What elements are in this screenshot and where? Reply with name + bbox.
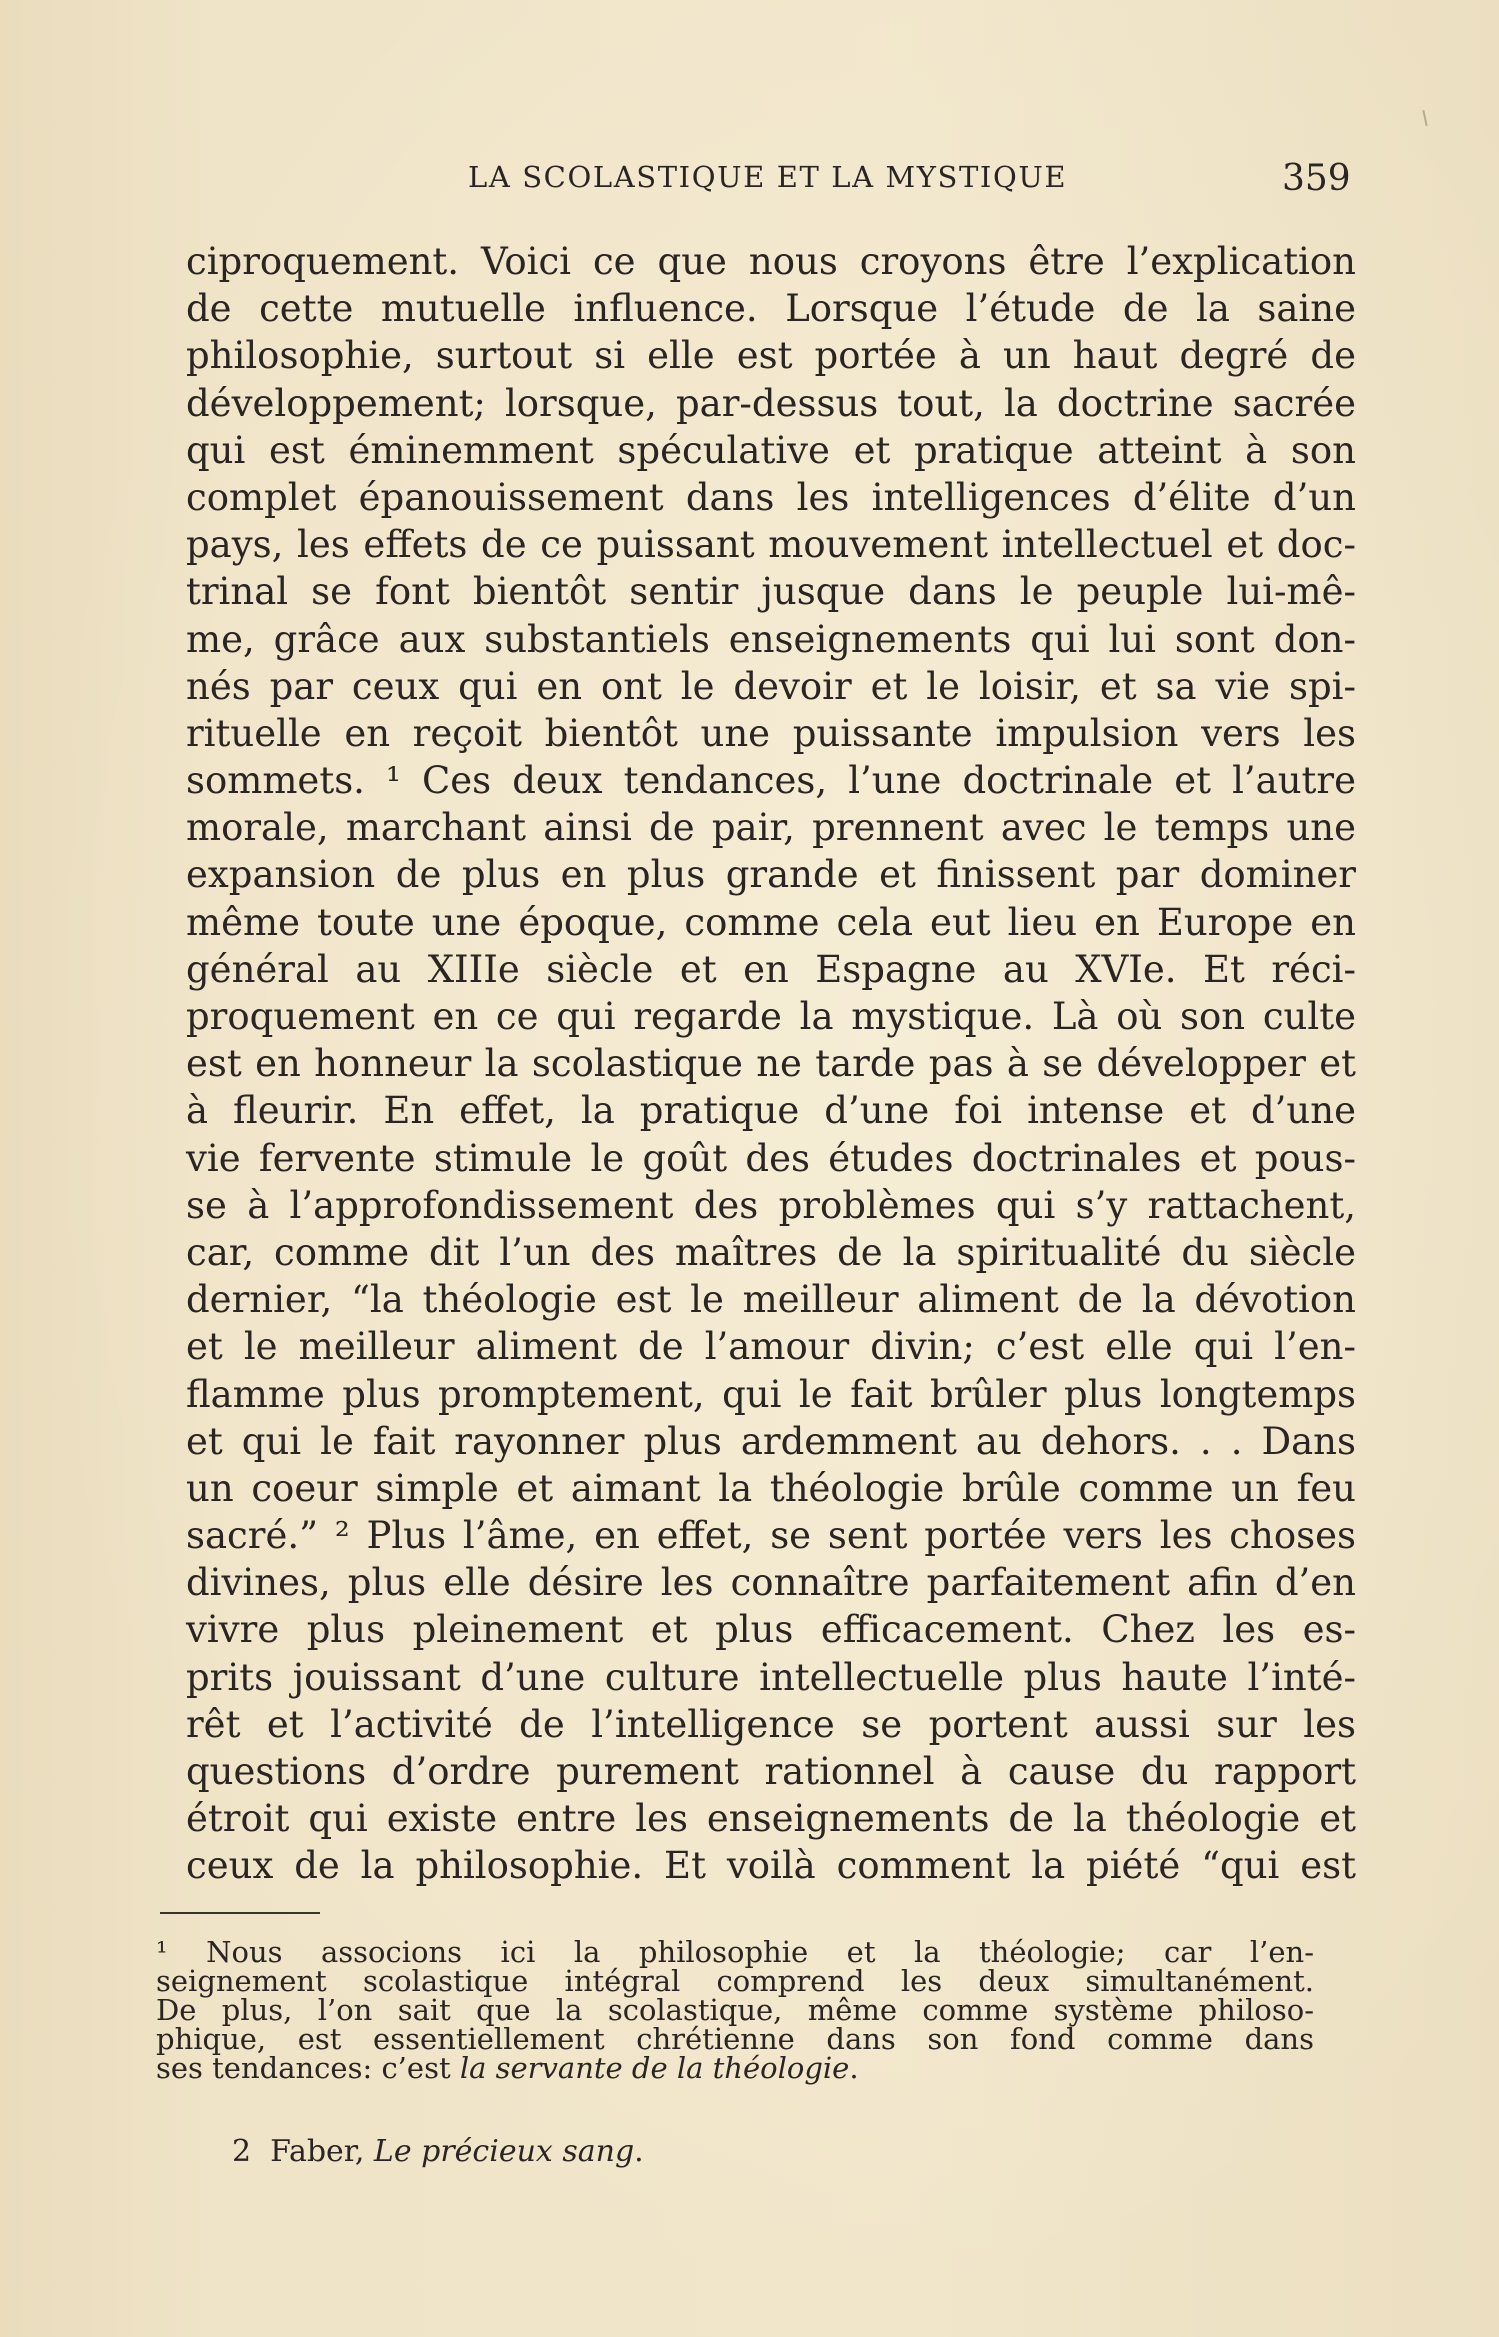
text-line: sacré.” ² Plus l’âme, en effet, se sent portée vers les choses xyxy=(186,1514,1356,1558)
text-line: qui est éminemment spéculative et pratique atteint à son xyxy=(186,428,1356,472)
text-line: pays, les effets de ce puissant mouvement intellectuel et doc- xyxy=(186,523,1356,567)
footnote-author: Faber, xyxy=(270,2134,374,2169)
text-line: divines, plus elle désire les connaître parfaitement afin d’en xyxy=(186,1561,1356,1605)
text-line: trinal se font bientôt sentir jusque dans le peuple lui-mê- xyxy=(186,570,1356,614)
text-line: même toute une époque, comme cela eut lieu en Europe en xyxy=(186,900,1356,944)
text-line: questions d’ordre purement rationnel à cause du rapport xyxy=(186,1750,1356,1793)
text-line: me, grâce aux substantiels enseignements qui lui sont don- xyxy=(186,617,1356,661)
text-line: nés par ceux qui en ont le devoir et le loisir, et sa vie spi- xyxy=(186,664,1356,708)
footnote-line: seignement scolastique intégral comprend les deux simultanément. xyxy=(156,1964,1314,1998)
text-line: étroit qui existe entre les enseignements de la théologie et xyxy=(186,1797,1356,1841)
text-line: car, comme dit l’un des maîtres de la spiritualité du siècle xyxy=(186,1230,1356,1274)
text-line: et qui le fait rayonner plus ardemment au dehors. . . Dans xyxy=(186,1419,1356,1463)
footnote-2 xyxy=(232,2134,644,2169)
footnote-text: . xyxy=(849,2051,859,2085)
paper-mark xyxy=(1422,110,1427,126)
text-line: morale, marchant ainsi de pair, prennent avec le temps une xyxy=(186,806,1356,850)
footnote-rule xyxy=(160,1912,320,1914)
running-title: LA SCOLASTIQUE ET LA MYSTIQUE xyxy=(468,160,1068,194)
text-line: philosophie, surtout si elle est portée à un haut degré de xyxy=(186,334,1356,378)
footnote-1 xyxy=(156,1935,1314,2085)
text-line: développement; lorsque, par-dessus tout, la doctrine sacrée xyxy=(186,381,1356,425)
text-line: dernier, “la théologie est le meilleur aliment de la dévotion xyxy=(186,1278,1356,1322)
page-number: 359 xyxy=(1282,158,1351,199)
text-line: général au XIIIe siècle et en Espagne au XVIe. Et réci- xyxy=(186,947,1356,991)
text-line: flamme plus promptement, qui le fait brûler plus longtemps xyxy=(186,1372,1356,1416)
text-line: et le meilleur aliment de l’amour divin; c’est elle qui l’en- xyxy=(186,1325,1356,1369)
text-line: vie fervente stimule le goût des études doctrinales et pous- xyxy=(186,1136,1356,1180)
footnote-line: ¹ Nous associons ici la philosophie et la théologie; car l’en- xyxy=(156,1935,1314,1969)
text-line: se à l’approfondissement des problèmes qui s’y rattachent, xyxy=(186,1183,1356,1227)
text-line: sommets. ¹ Ces deux tendances, l’une doctrinale et l’autre xyxy=(186,759,1356,803)
main-text xyxy=(186,238,1356,1890)
text-line: de cette mutuelle influence. Lorsque l’étude de la saine xyxy=(186,287,1356,331)
text-line: à fleurir. En effet, la pratique d’une foi intense et d’une xyxy=(186,1089,1356,1133)
footnote-text: ses tendances: c’est xyxy=(156,2051,460,2085)
footnote-text: . xyxy=(634,2134,644,2169)
text-line: ciproquement. Voici ce que nous croyons être l’explication xyxy=(186,240,1356,283)
footnote-line: phique, est essentiellement chrétienne dans son fond comme dans xyxy=(156,2022,1314,2056)
text-line: rêt et l’activité de l’intelligence se portent aussi sur les xyxy=(186,1702,1356,1746)
footnote-line xyxy=(156,2051,1314,2085)
text-line: est en honneur la scolastique ne tarde pas à se développer et xyxy=(186,1042,1356,1086)
footnote-line: De plus, l’on sait que la scolastique, même comme système philoso- xyxy=(156,1993,1314,2027)
footnote-work-title: Le précieux sang xyxy=(373,2134,635,2169)
text-line: vivre plus pleinement et plus efficacement. Chez les es- xyxy=(186,1608,1356,1652)
text-line: prits jouissant d’une culture intellectuelle plus haute l’inté- xyxy=(186,1655,1356,1699)
text-line: ceux de la philosophie. Et voilà comment la piété “qui est xyxy=(186,1844,1356,1888)
text-line: rituelle en reçoit bientôt une puissante impulsion vers les xyxy=(186,711,1356,755)
text-line: proquement en ce qui regarde la mystique. Là où son culte xyxy=(186,995,1356,1038)
footnote-italic-text: la servante de la théologie xyxy=(459,2051,850,2085)
text-line: complet épanouissement dans les intelligences d’élite d’un xyxy=(186,475,1356,519)
text-line: expansion de plus en plus grande et finissent par dominer xyxy=(186,853,1356,897)
footnote-marker: 2 xyxy=(232,2134,252,2169)
text-line: un coeur simple et aimant la théologie brûle comme un feu xyxy=(186,1466,1356,1510)
